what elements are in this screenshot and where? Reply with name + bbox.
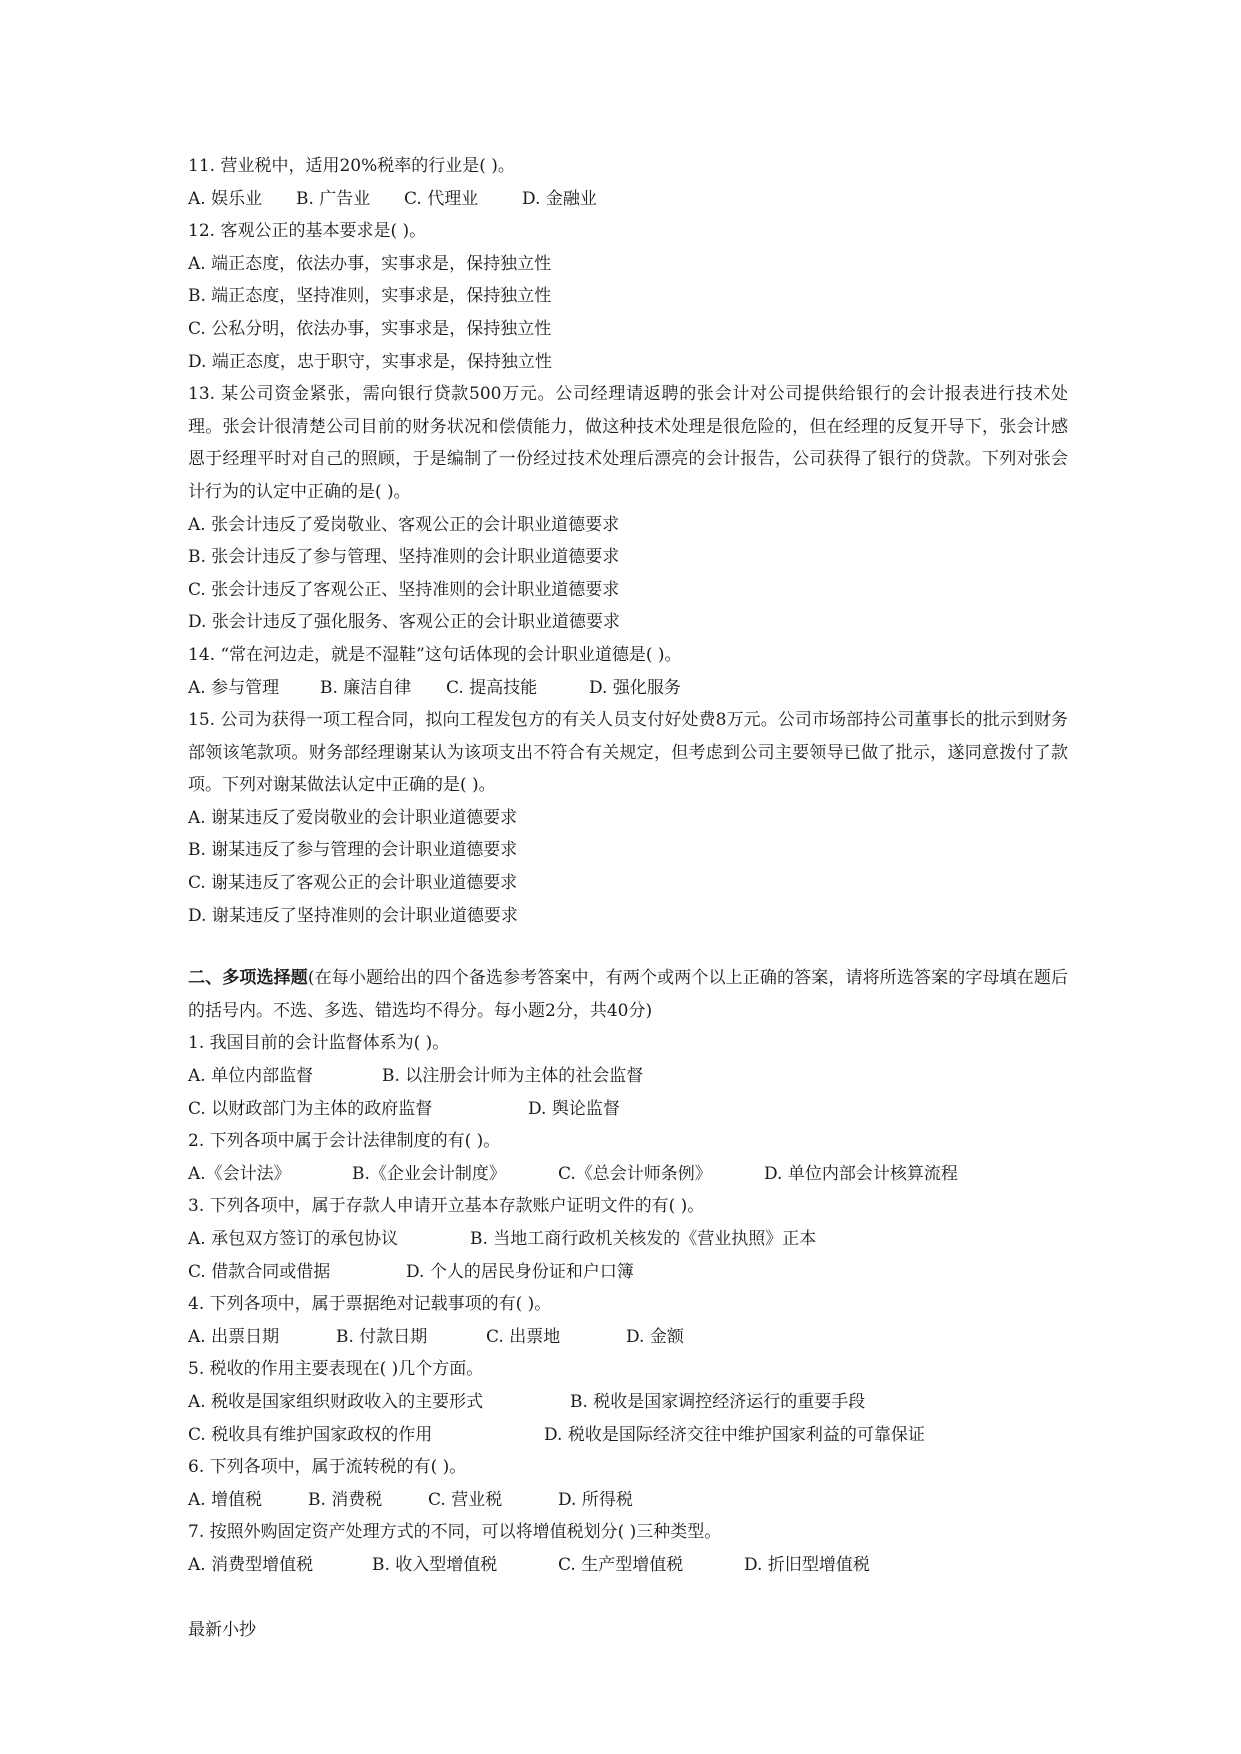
option-c: C. 营业税 [428,1489,503,1510]
question-12-stem: 12. 客观公正的基本要求是( )。 [188,221,427,242]
option-b: B. 消费税 [308,1489,383,1510]
option-c: C. 以财政部门为主体的政府监督 [188,1098,433,1119]
option-c: C. 公私分明，依法办事，实事求是，保持独立性 [188,318,552,339]
option-a: A. 张会计违反了爱岗敬业、客观公正的会计职业道德要求 [188,514,620,535]
option-a: A. 出票日期 [188,1326,280,1347]
multi-question-3-options-row-2 [188,1256,1068,1289]
multi-question-1-stem: 1. 我国目前的会计监督体系为( )。 [188,1033,450,1054]
option-b: B. 廉洁自律 [320,677,412,698]
question-14-options [188,672,1068,705]
multi-question-5-options-row-1 [188,1386,1068,1419]
option-b: B. 广告业 [296,188,371,209]
option-c: C.《总会计师条例》 [558,1163,712,1184]
multi-question-5-options-row-2 [188,1419,1068,1452]
option-d: D. 折旧型增值税 [744,1554,870,1575]
option-a: A. 承包双方签订的承包协议 [188,1229,399,1249]
document-body [188,150,1068,1582]
option-c: C. 税收具有维护国家政权的作用 [188,1424,433,1445]
multi-question-6-options [188,1484,1068,1517]
question-11-stem: 11. 营业税中，适用20%税率的行业是( )。 [188,156,515,176]
multi-question-4-stem: 4. 下列各项中，属于票据绝对记载事项的有( )。 [188,1294,552,1315]
option-c: C. 提高技能 [446,677,538,698]
multi-question-2-stem: 2. 下列各项中属于会计法律制度的有( )。 [188,1131,501,1152]
option-b: B. 当地工商行政机关核发的《营业执照》正本 [470,1229,817,1249]
option-d: D. 金额 [626,1326,684,1347]
option-c: C. 借款合同或借据 [188,1261,331,1282]
question-14-stem: 14. “常在河边走，就是不湿鞋”这句话体现的会计职业道德是( )。 [188,644,682,665]
multi-question-3-options-row-1 [188,1223,1068,1256]
option-d: D. 个人的居民身份证和户口簿 [406,1261,634,1282]
section-2-instructions: (在每小题给出的四个备选参考答案中，有两个或两个以上正确的答案，请将所选答案的字母填在题后的括号内。不选、多选、错选均不得分。每小题2分，共40分) [188,968,1068,1021]
multi-question-4-options [188,1321,1068,1354]
section-gap [188,932,1068,962]
option-d: D. 端正态度，忠于职守，实事求是，保持独立性 [188,351,552,372]
option-b: B. 以注册会计师为主体的社会监督 [382,1066,644,1087]
option-a: A. 谢某违反了爱岗敬业的会计职业道德要求 [188,807,518,828]
option-a: A. 增值税 [188,1489,263,1510]
option-a: A. 娱乐业 [188,188,263,209]
option-d: D. 税收是国际经济交往中维护国家利益的可靠保证 [544,1424,925,1445]
option-c: C. 谢某违反了客观公正的会计职业道德要求 [188,873,518,894]
option-b: B. 端正态度，坚持准则，实事求是，保持独立性 [188,286,552,307]
option-a: A. 单位内部监督 [188,1066,314,1087]
option-c: C. 张会计违反了客观公正、坚持准则的会计职业道德要求 [188,579,620,600]
option-b: B. 税收是国家调控经济运行的重要手段 [570,1391,866,1412]
multi-question-6-stem: 6. 下列各项中，属于流转税的有( )。 [188,1457,467,1478]
option-d: D. 金融业 [522,188,597,209]
option-c: C. 出票地 [486,1326,561,1347]
option-b: B. 收入型增值税 [372,1554,498,1575]
option-b: B.《企业会计制度》 [352,1163,506,1184]
question-13-stem: 13. 某公司资金紧张，需向银行贷款500万元。公司经理请返聘的张会计对公司提供给银行的会计报表进行技术处理。张会计很清楚公司目前的财务状况和偿债能力，做这种技术处理是很危险的，但在经理的反复开导下，张会计感恩于经理平时对自己的照顾，于是编制了一份经过技术处理后漂亮的会计报告，公司获得了银行的贷款。下列对张会计行为的认定中正确的是( )。 [188,384,1068,502]
option-b: B. 谢某违反了参与管理的会计职业道德要求 [188,840,518,861]
section-2-header [188,962,1068,1027]
option-a: A. 税收是国家组织财政收入的主要形式 [188,1391,484,1412]
option-c: C. 代理业 [404,188,479,209]
footer-text: 最新小抄 [188,1620,256,1640]
option-b: B. 张会计违反了参与管理、坚持准则的会计职业道德要求 [188,547,620,568]
option-d: D. 张会计违反了强化服务、客观公正的会计职业道德要求 [188,612,620,633]
multi-question-2-options [188,1158,1068,1191]
option-c: C. 生产型增值税 [558,1554,684,1575]
option-d: D. 强化服务 [589,677,681,698]
multi-question-3-stem: 3. 下列各项中，属于存款人申请开立基本存款账户证明文件的有( )。 [188,1196,705,1217]
question-15-stem: 15. 公司为获得一项工程合同，拟向工程发包方的有关人员支付好处费8万元。公司市场部持公司董事长的批示到财务部领该笔款项。财务部经理谢某认为该项支出不符合有关规定，但考虑到公司主要领导已做了批示，遂同意拨付了款项。下列对谢某做法认定中正确的是( )。 [188,710,1068,796]
option-a: A. 端正态度，依法办事，实事求是，保持独立性 [188,253,552,274]
option-b: B. 付款日期 [336,1326,428,1347]
option-a: A. 参与管理 [188,677,280,698]
multi-question-7-stem: 7. 按照外购固定资产处理方式的不同，可以将增值税划分( )三种类型。 [188,1522,722,1543]
section-2-title: 二、多项选择题 [188,968,308,989]
option-d: D. 谢某违反了坚持准则的会计职业道德要求 [188,905,518,926]
multi-question-1-options-row-1 [188,1060,1068,1093]
option-a: A.《会计法》 [188,1163,291,1184]
option-d: D. 单位内部会计核算流程 [764,1163,958,1184]
option-a: A. 消费型增值税 [188,1554,314,1575]
multi-question-5-stem: 5. 税收的作用主要表现在( )几个方面。 [188,1359,484,1380]
multi-question-7-options [188,1549,1068,1582]
multi-question-1-options-row-2 [188,1093,1068,1126]
question-11-options [188,183,1068,216]
option-d: D. 舆论监督 [528,1098,620,1119]
option-d: D. 所得税 [558,1489,633,1510]
